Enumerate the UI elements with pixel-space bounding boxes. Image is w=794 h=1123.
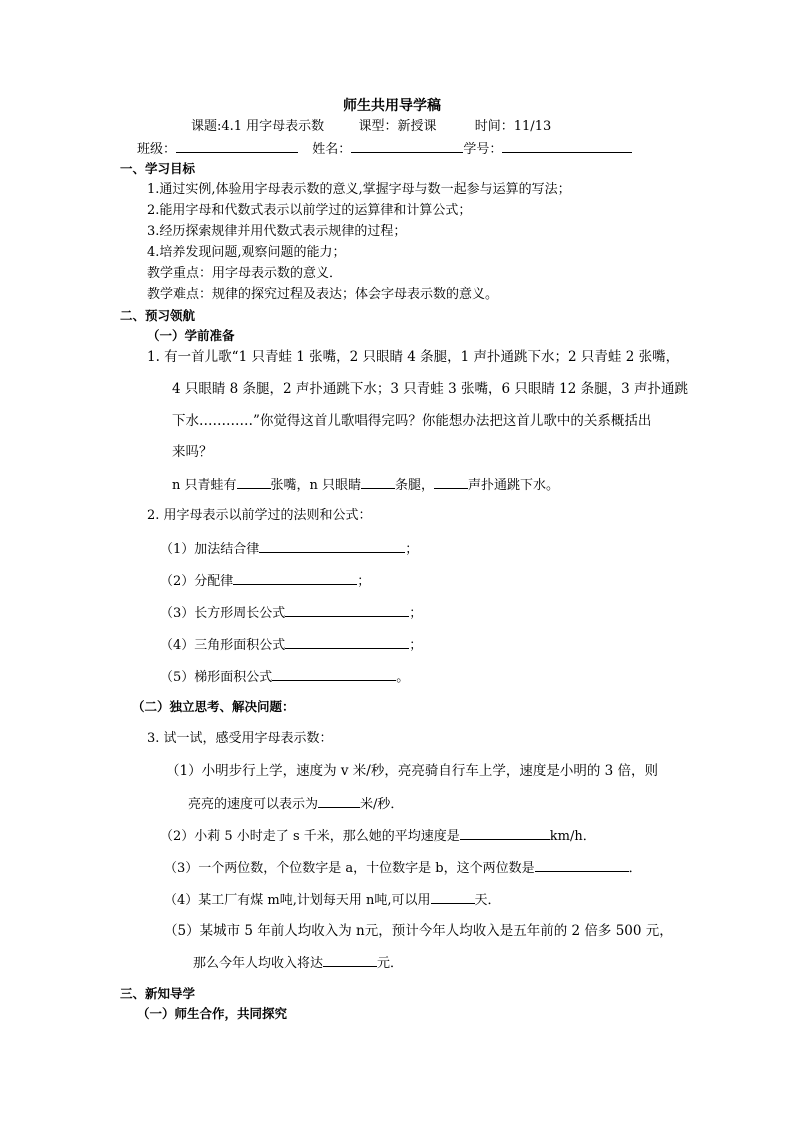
q1-line-1: 1. 有一首儿歌“1 只青蛙 1 张嘴，2 只眼睛 4 条腿，1 声扑通跳下水；2 只青蛙 2 张嘴， xyxy=(147,349,680,365)
student-id-label: 学号： xyxy=(463,142,503,157)
q3-blank-4[interactable] xyxy=(431,891,475,904)
q2-blank-1[interactable] xyxy=(259,540,405,553)
q2-blank-4[interactable] xyxy=(285,636,409,649)
q2-blank-5[interactable] xyxy=(272,668,396,681)
q3-item-2: （2）小莉 5 小时走了 s 千米，那么她的平均速度是 km/h． xyxy=(160,829,596,844)
q1-line-4: 来吗？ xyxy=(172,444,213,460)
q1-fill-line: n 只青蛙有 张嘴，n 只眼睛 条腿， 声扑通跳下水。 xyxy=(172,478,560,493)
q1-line-3: 下水…………”你觉得这首儿歌唱得完吗？你能想办法把这首儿歌中的关系概括出 xyxy=(172,413,652,429)
q2-item-3: （3）长方形周长公式 ； xyxy=(160,606,423,621)
objective-4: 4.培养发现问题,观察问题的能力； xyxy=(147,245,346,260)
q2-blank-2[interactable] xyxy=(233,572,357,585)
class-label: 班级： xyxy=(137,142,177,157)
q3-item-3: （3）一个两位数，个位数字是 a，十位数字是 b，这个两位数是 ． xyxy=(164,861,642,876)
q3-blank-2[interactable] xyxy=(460,827,550,840)
name-label: 姓名： xyxy=(312,142,352,157)
q3-item-1-line-1: （1）小明步行上学，速度为 v 米/秒，亮亮骑自行车上学，速度是小明的 3 倍，则 xyxy=(166,763,659,779)
section-3-heading: 三、新知导学 xyxy=(120,986,196,1001)
q2-item-4: （4）三角形面积公式 ； xyxy=(160,638,423,653)
section-3-subheading: （一）师生合作，共同探究 xyxy=(137,1006,288,1021)
section-2-heading: 二、预习领航 xyxy=(120,308,196,323)
objective-3: 3.经历探索规律并用代数式表示规律的过程； xyxy=(147,224,407,239)
objective-2: 2.能用字母和代数式表示以前学过的运算律和计算公式； xyxy=(147,203,472,218)
q1-blank-2[interactable] xyxy=(361,476,395,489)
lesson-time: 时间：11/13 xyxy=(474,119,552,134)
document-title: 师生共用导学稿 xyxy=(343,98,441,114)
q1-line-2: 4 只眼睛 8 条腿，2 声扑通跳下水；3 只青蛙 3 张嘴，6 只眼睛 12 条腿，3 声扑通跳 xyxy=(172,381,689,397)
q3-blank-5[interactable] xyxy=(323,954,377,967)
section-1-heading: 一、学习目标 xyxy=(120,161,196,176)
q3-item-5-line-2: 那么今年人均收入将达 元． xyxy=(193,956,404,971)
q2-blank-3[interactable] xyxy=(285,604,409,617)
q3-prompt: 3. 试一试，感受用字母表示数： xyxy=(147,731,333,746)
q3-item-5-line-1: （5）某城市 5 年前人均收入为 n元，预计今年人均收入是五年前的 2 倍多 500 元， xyxy=(164,923,673,939)
q2-item-2: （2）分配律 ； xyxy=(160,574,371,589)
student-id-field[interactable] xyxy=(502,140,632,153)
q3-blank-3[interactable] xyxy=(535,859,629,872)
name-field[interactable] xyxy=(351,140,463,153)
q1-blank-3[interactable] xyxy=(434,476,468,489)
q2-item-5: （5）梯形面积公式 。 xyxy=(160,670,410,685)
q2-prompt: 2. 用字母表示以前学过的法则和公式： xyxy=(147,508,372,523)
subsection-1-heading: （一）学前准备 xyxy=(147,328,235,343)
lesson-info xyxy=(191,119,551,135)
q2-item-1: （1）加法结合律 ； xyxy=(160,542,419,557)
q3-item-1-line-2: 亮亮的速度可以表示为 米/秒． xyxy=(188,797,404,812)
subsection-2-heading: （二）独立思考、解决问题： xyxy=(132,699,295,714)
key-point: 教学重点：用字母表示数的意义． xyxy=(147,266,343,281)
class-field[interactable] xyxy=(176,140,298,153)
q3-blank-1[interactable] xyxy=(318,795,360,808)
lesson-topic: 课题:4.1 用字母表示数 xyxy=(191,119,325,134)
lesson-type: 课型：新授课 xyxy=(358,119,437,134)
q1-blank-1[interactable] xyxy=(237,476,271,489)
student-info-row xyxy=(137,140,632,158)
q3-item-4: （4）某工厂有煤 m吨,计划每天用 n吨,可以用 天． xyxy=(164,893,501,908)
difficult-point: 教学难点：规律的探究过程及表达；体会字母表示数的意义。 xyxy=(147,287,499,302)
objective-1: 1.通过实例,体验用字母表示数的意义,掌握字母与数一起参与运算的写法； xyxy=(147,182,571,197)
